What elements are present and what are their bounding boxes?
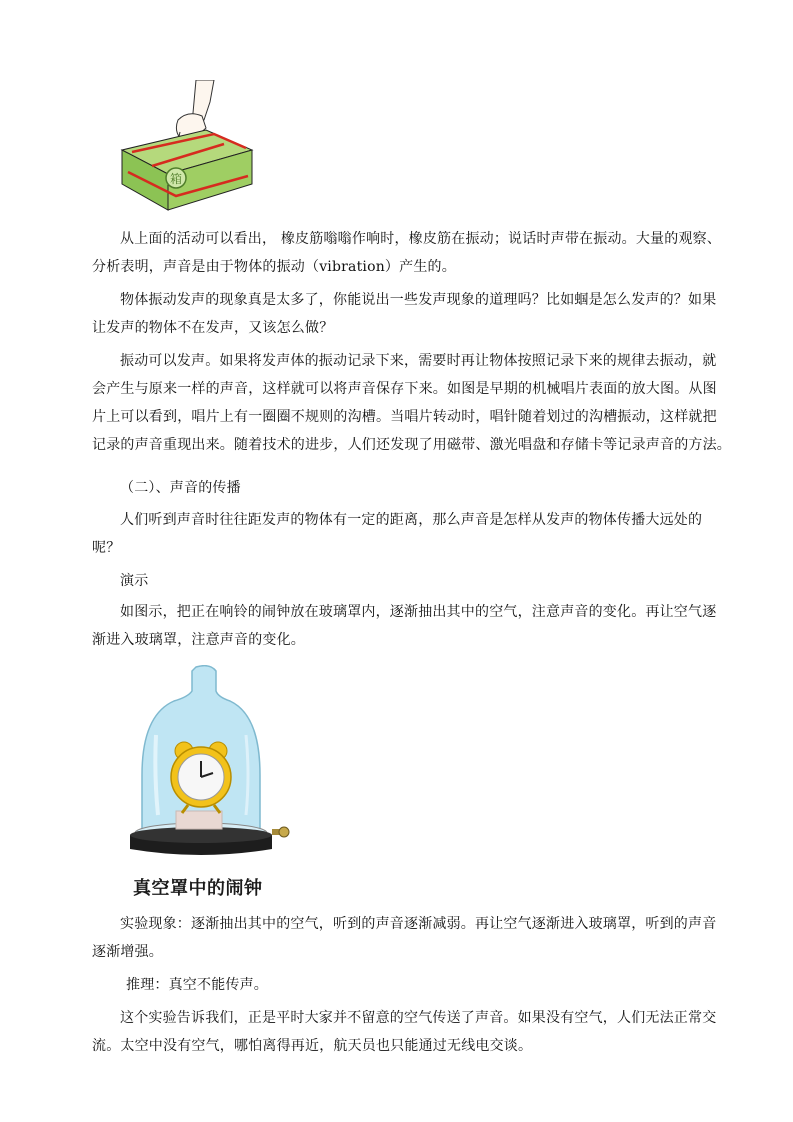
paragraph-demo-label — [92, 567, 704, 595]
text-line: 物体振动发声的现象真是太多了，你能说出一些发声现象的道理吗？比如蝈是怎么发声的？如果 — [120, 292, 717, 308]
paragraph-demo-instruction — [92, 598, 717, 654]
bell-jar-svg — [126, 665, 291, 875]
paragraph-recording — [92, 347, 731, 459]
paragraph-observation — [92, 910, 717, 966]
text-line: 渐进入玻璃罩，注意声音的变化。 — [92, 632, 305, 648]
text-line: 人们听到声音时往往距发声的物体有一定的距离，那么声音是怎样从发声的物体传播大远处的 — [120, 512, 703, 528]
text-line: 流。太空中没有空气，哪怕离得再近，航天员也只能通过无线电交谈。 — [92, 1038, 533, 1054]
text-line: 这个实验告诉我们，正是平时大家并不留意的空气传送了声音。如果没有空气，人们无法正常交 — [120, 1010, 717, 1026]
text-line: 让发声的物体不在发声，又该怎么做？ — [92, 320, 334, 336]
text-line: 呢？ — [92, 540, 121, 556]
text-line: 从上面的活动可以看出， 橡皮筋嗡嗡作响时，橡皮筋在振动；说话时声带在振动。大量的观察、 — [120, 231, 722, 247]
text-line: 会产生与原来一样的声音，这样就可以将声音保存下来。如图是早期的机械唱片表面的放大图。从图 — [92, 381, 717, 397]
text-line: 分析表明，声音是由于物体的振动（vibration）产生的。 — [92, 259, 456, 275]
bell-jar-illustration — [126, 665, 291, 903]
text-line: 如图示，把正在响铃的闹钟放在玻璃罩内，逐渐抽出其中的空气，注意声音的变化。再让空气逐 — [120, 604, 717, 620]
text-line: 振动可以发声。如果将发声体的振动记录下来，需要时再让物体按照记录下来的规律去振动，就 — [120, 353, 717, 369]
paragraph-sound-question — [92, 286, 717, 342]
text-line: 片上可以看到，唱片上有一圈圈不规则的沟槽。当唱片转动时，唱针随着划过的沟槽振动，这样就把 — [92, 409, 717, 425]
rubber-band-box-svg — [118, 80, 258, 215]
paragraph-conclusion — [92, 1004, 717, 1060]
text-line: （二）、声音的传播 — [120, 480, 241, 496]
box-emblem-label: 箱 — [169, 172, 183, 186]
text-line: 记录的声音重现出来。随着技术的进步，人们还发现了用磁带、激光唱盘和存储卡等记录声音的方法。 — [92, 437, 731, 453]
paragraph-inference — [92, 971, 704, 999]
paragraph-vibration-intro — [92, 225, 722, 281]
text-line: 推理：真空不能传声。 — [126, 977, 268, 993]
paragraph-propagation-question — [92, 506, 704, 562]
text-line: 逐渐增强。 — [92, 944, 163, 960]
rubber-band-box-illustration — [118, 80, 258, 215]
text-line: 演示 — [120, 573, 149, 589]
text-line: 实验现象：逐渐抽出其中的空气，听到的声音逐渐减弱。再让空气逐渐进入玻璃罩，听到的声音 — [120, 916, 717, 932]
figure-caption: 真空罩中的闹钟 — [133, 878, 263, 899]
section-heading-propagation — [92, 474, 704, 502]
